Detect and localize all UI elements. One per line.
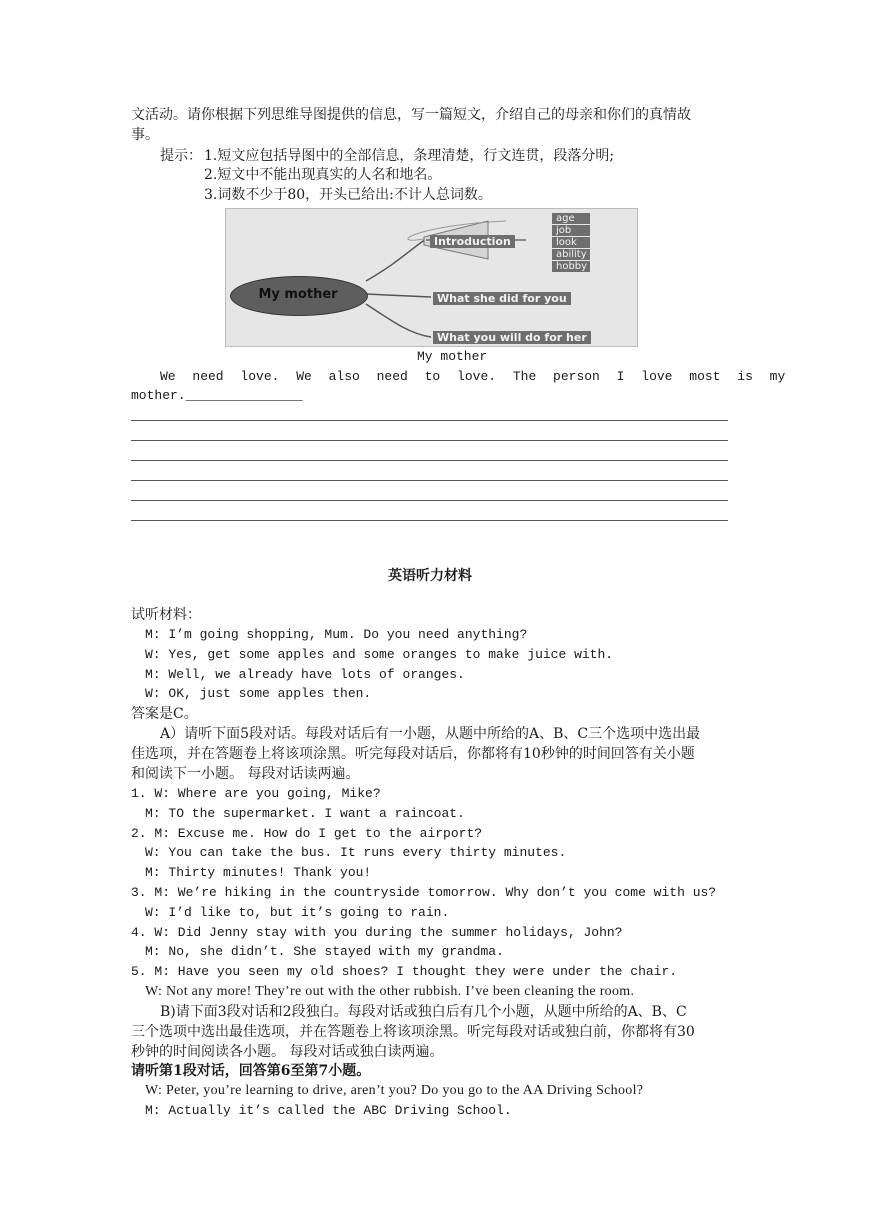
dialogue-line: M: TO the supermarket. I want a raincoat.: [145, 806, 465, 821]
writing-line: [131, 460, 728, 461]
mind-map-figure: [225, 208, 638, 347]
writing-line: [131, 480, 728, 481]
section-title: 英语听力材料: [388, 568, 472, 584]
part-b-instruction-2: 三个选项中选出最佳选项，并在答题卷上将该项涂黑。听完每段对话或独白前，你都将有30: [131, 1024, 695, 1040]
sub-item-job: job: [552, 225, 590, 236]
center-node-label: My mother: [258, 287, 338, 302]
dialogue-line: W: You can take the bus. It runs every thirty minutes.: [145, 845, 567, 860]
dialogue-line: 3. M: We’re hiking in the countryside tomorrow. Why don’t you come with us?: [131, 885, 717, 900]
writing-line: [131, 520, 728, 521]
writing-line: [131, 440, 728, 441]
part-b-instruction-3: 秒钟的时间阅读各小题。 每段对话或独白读两遍。: [131, 1044, 444, 1060]
dialogue-line: W: Not any more! They’re out with the other rubbish. I’ve been cleaning the room.: [145, 984, 635, 999]
sub-item-look: look: [552, 237, 590, 248]
trial-line: W: OK, just some apples then.: [145, 686, 372, 701]
branch-introduction: Introduction: [430, 235, 515, 248]
hint-3: 3.词数不少于80，开头已给出:不计人总词数。: [204, 187, 492, 203]
essay-blank: _______________: [185, 388, 303, 403]
dialogue-line: M: No, she didn’t. She stayed with my grandma.: [145, 944, 504, 959]
sub-item-age: age: [552, 213, 590, 224]
sub-item-hobby: hobby: [552, 261, 590, 272]
essay-mother-word: mother.: [131, 388, 186, 403]
branch-what-you-will-do: What you will do for her: [433, 331, 591, 344]
part-a-instruction-3: 和阅读下一小题。 每段对话读两遍。: [131, 766, 360, 782]
essay-start-line-2: [131, 386, 303, 406]
dialogue-line: W: I’d like to, but it’s going to rain.: [145, 905, 450, 920]
figure-caption: My mother: [417, 349, 488, 364]
trial-answer: 答案是C。: [131, 706, 198, 722]
part-b-bold-heading: 请听第1段对话，回答第6至第7小题。: [131, 1063, 371, 1079]
dialogue-line: 5. M: Have you seen my old shoes? I thought they were under the chair.: [131, 964, 678, 979]
part-a-instruction-1: A）请听下面5段对话。每段对话后有一小题，从题中所给的A、B、C三个选项中选出最: [160, 726, 701, 742]
dialogue-line: 1. W: Where are you going, Mike?: [131, 786, 381, 801]
trial-label: 试听材料：: [131, 607, 201, 623]
hint-label: 提示：: [160, 148, 202, 164]
trial-line: M: Well, we already have lots of oranges.: [145, 667, 465, 682]
essay-start-line-1: We need love. We also need to love. The person I love most is my: [160, 369, 786, 384]
writing-line: [131, 420, 728, 421]
intro-line-1: 文活动。请你根据下列思维导图提供的信息，写一篇短文，介绍自己的母亲和你们的真情故: [131, 107, 691, 123]
part-a-instruction-2: 佳选项，并在答题卷上将该项涂黑。听完每段对话后，你都将有10秒钟的时间回答有关小题: [131, 746, 695, 762]
hint-2: 2.短文中不能出现真实的人名和地名。: [204, 167, 442, 183]
writing-line: [131, 500, 728, 501]
intro-line-2: 事。: [131, 127, 159, 143]
dialogue-line: 2. M: Excuse me. How do I get to the airport?: [131, 826, 483, 841]
trial-line: M: I’m going shopping, Mum. Do you need anything?: [145, 627, 528, 642]
dialogue-line: 4. W: Did Jenny stay with you during the summer holidays, John?: [131, 925, 623, 940]
part-b-dialogue-line: M: Actually it’s called the ABC Driving School.: [145, 1103, 512, 1118]
part-b-instruction-1: B)请下面3段对话和2段独白。每段对话或独白后有几个小题，从题中所给的A、B、C: [160, 1004, 687, 1020]
dialogue-line: M: Thirty minutes! Thank you!: [145, 865, 372, 880]
branch-what-she-did: What she did for you: [433, 292, 571, 305]
part-b-dialogue-line: W: Peter, you’re learning to drive, aren’t you? Do you go to the AA Driving School?: [145, 1083, 644, 1098]
sub-item-ability: ability: [552, 249, 590, 260]
trial-line: W: Yes, get some apples and some oranges to make juice with.: [145, 647, 614, 662]
hint-1: 1.短文应包括导图中的全部信息，条理清楚，行文连贯，段落分明;: [204, 148, 615, 164]
